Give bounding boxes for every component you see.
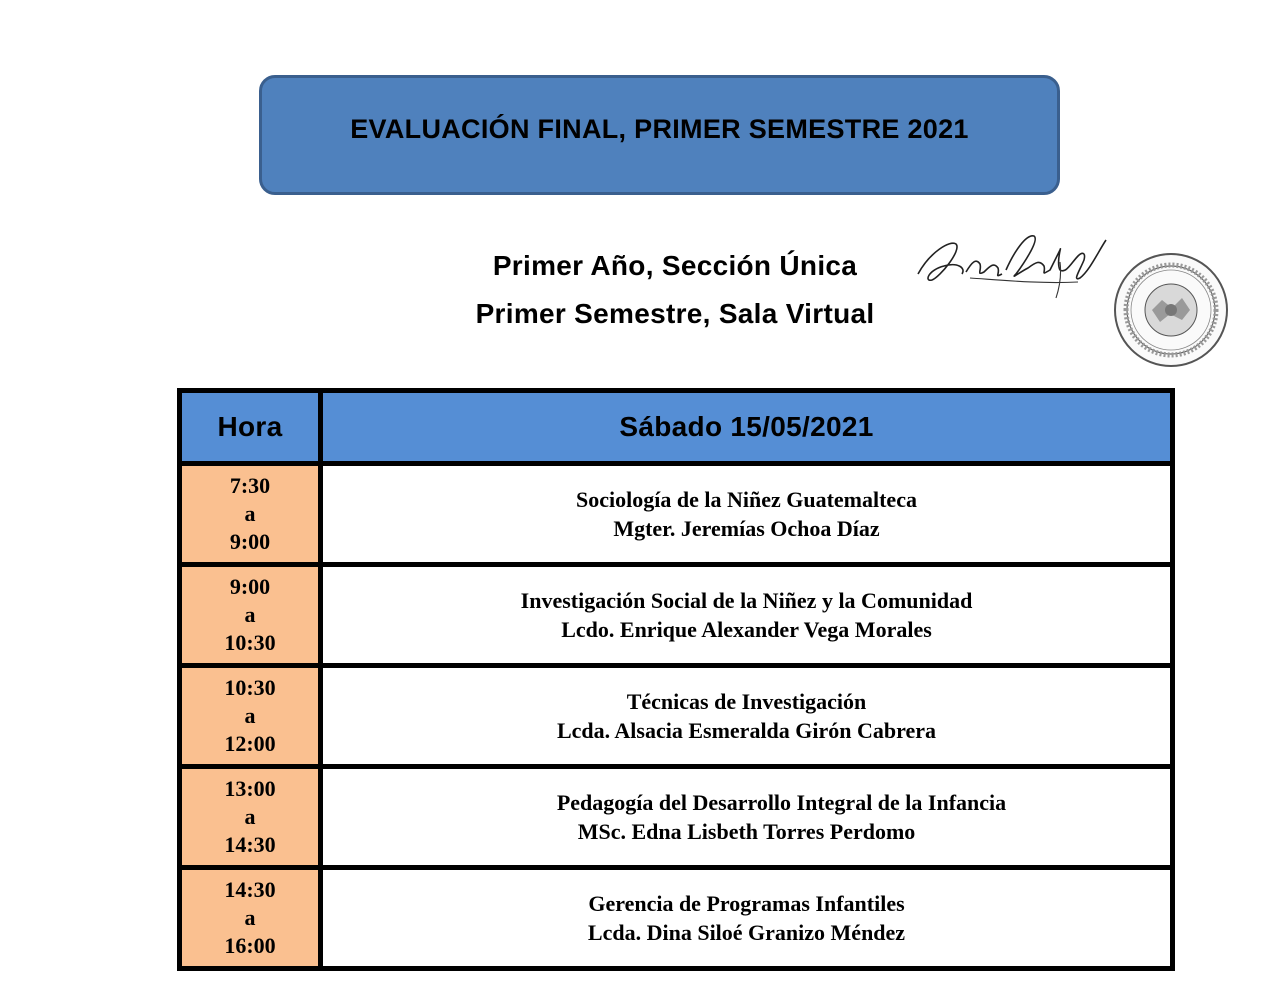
time-start: 13:00 [224, 776, 276, 801]
time-end: 9:00 [229, 529, 271, 554]
course-cell [321, 464, 1173, 565]
teacher-name: Lcda. Dina Siloé Granizo Méndez [587, 920, 906, 945]
schedule-table [177, 388, 1175, 971]
course-name: Sociología de la Niñez Guatemalteca [576, 487, 917, 512]
official-seal-icon [1112, 252, 1230, 368]
course-name: Gerencia de Programas Infantiles [588, 891, 905, 916]
table-row [180, 666, 1173, 767]
time-end: 10:30 [224, 630, 276, 655]
document-title: EVALUACIÓN FINAL, PRIMER SEMESTRE 2021 [350, 114, 969, 144]
time-end: 14:30 [224, 832, 276, 857]
course-name: Técnicas de Investigación [626, 689, 867, 714]
time-cell [180, 767, 321, 868]
teacher-name: Lcdo. Enrique Alexander Vega Morales [561, 617, 932, 642]
time-start: 9:00 [229, 574, 271, 599]
time-separator: a [244, 804, 256, 829]
subtitle-year-section: Primer Año, Sección Única [492, 250, 858, 281]
table-row [180, 868, 1173, 969]
course-cell [321, 868, 1173, 969]
time-end: 16:00 [224, 933, 276, 958]
subtitle-semester-room: Primer Semestre, Sala Virtual [475, 298, 875, 329]
table-row [180, 565, 1173, 666]
time-start: 7:30 [229, 473, 271, 498]
course-cell [321, 767, 1173, 868]
table-header-row [180, 391, 1173, 464]
time-end: 12:00 [224, 731, 276, 756]
course-cell [321, 666, 1173, 767]
column-header-hora: Hora [180, 391, 321, 464]
teacher-name: Lcda. Alsacia Esmeralda Girón Cabrera [556, 718, 937, 743]
table-row [180, 767, 1173, 868]
course-name: Investigación Social de la Niñez y la Comunidad [520, 588, 973, 613]
teacher-name: MSc. Edna Lisbeth Torres Perdomo [577, 819, 916, 844]
time-cell [180, 868, 321, 969]
time-cell [180, 666, 321, 767]
time-separator: a [244, 905, 256, 930]
time-cell [180, 464, 321, 565]
time-start: 14:30 [224, 877, 276, 902]
signature-icon [910, 222, 1115, 302]
title-banner [259, 75, 1060, 195]
course-name: Pedagogía del Desarrollo Integral de la Infancia [556, 790, 1007, 815]
column-header-day: Sábado 15/05/2021 [321, 391, 1173, 464]
time-separator: a [244, 501, 256, 526]
time-start: 10:30 [224, 675, 276, 700]
table-row [180, 464, 1173, 565]
course-cell [321, 565, 1173, 666]
time-separator: a [244, 602, 256, 627]
time-cell [180, 565, 321, 666]
time-separator: a [244, 703, 256, 728]
teacher-name: Mgter. Jeremías Ochoa Díaz [613, 516, 880, 541]
